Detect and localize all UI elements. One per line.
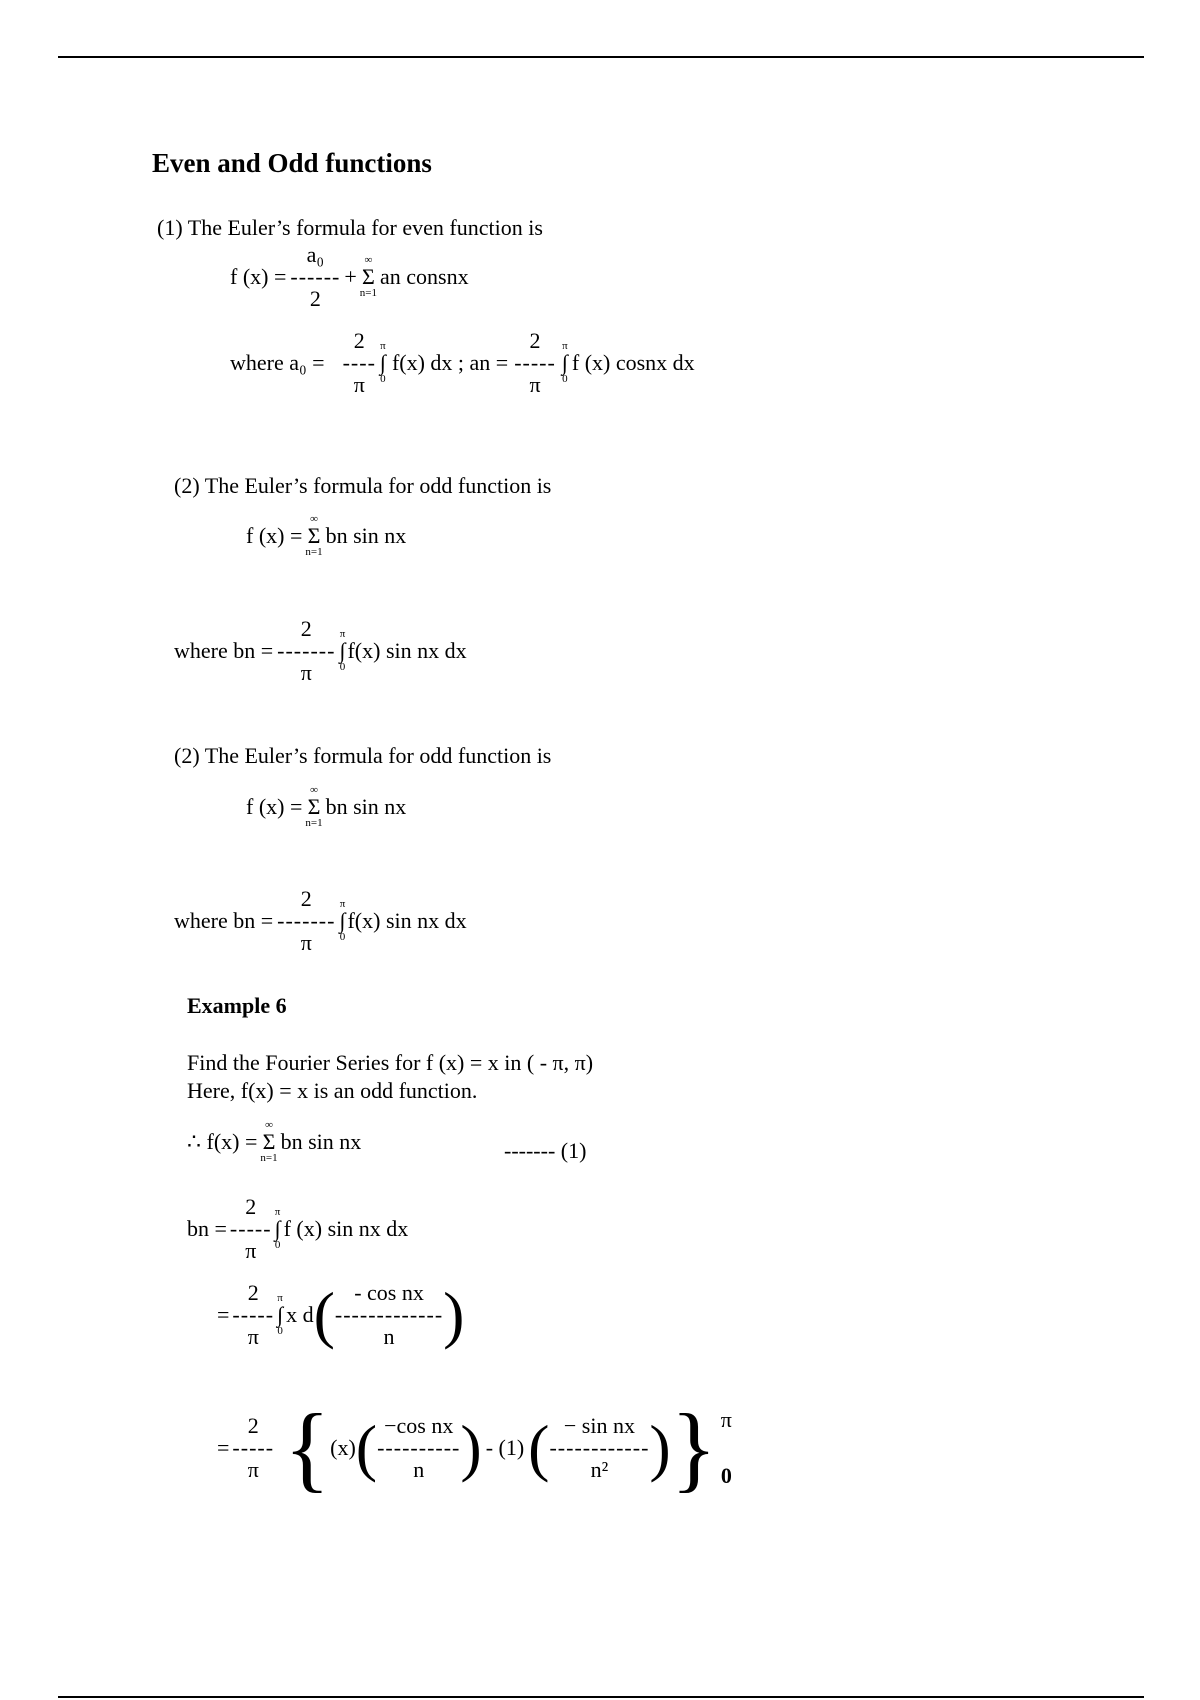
fx-label: f (x) = (246, 523, 303, 548)
int-upper: π (339, 628, 346, 640)
example-title: Example 6 (187, 993, 287, 1018)
fraction-bar: ------------ (549, 1435, 650, 1460)
lower-limit: 0 (720, 1463, 732, 1488)
integral-operator (275, 1207, 281, 1251)
sum-lower: n=1 (260, 1152, 278, 1164)
int-lower: 0 (339, 661, 346, 673)
sum-operator (305, 514, 322, 558)
numerator: 2 (300, 616, 312, 641)
bn-integral-body: f(x) sin nx dx (347, 638, 467, 663)
integral-operator (277, 1293, 283, 1337)
therefore-series (187, 1120, 361, 1164)
neg-cos-over-n (335, 1282, 443, 1348)
a0-over-2 (290, 244, 340, 310)
fraction-bar: ------- (277, 638, 336, 663)
bn-step1 (187, 1196, 408, 1262)
sum-upper: ∞ (310, 513, 318, 525)
sigma-symbol: Σ (262, 1129, 276, 1154)
numerator: 2 (247, 1413, 259, 1438)
top-rule (58, 56, 1144, 58)
sigma-symbol: Σ (307, 794, 321, 819)
numerator: 2 (247, 1280, 259, 1305)
plus-sign: + (344, 264, 357, 289)
right-brace: } (670, 1394, 717, 1501)
sum-operator (360, 255, 377, 299)
where-bn: where bn = (174, 638, 274, 663)
section3-intro: (2) The Euler’s formula for odd function is (174, 743, 552, 768)
two-over-pi-2 (514, 330, 556, 396)
integral1-body: f(x) dx ; an = (391, 350, 509, 375)
int-upper: π (339, 898, 346, 910)
left-paren: ( (313, 1279, 335, 1350)
an-term: an consnx (380, 264, 469, 289)
sum-operator (260, 1120, 277, 1164)
sum-upper: ∞ (265, 1119, 273, 1131)
fx-label: f (x) = (230, 264, 287, 289)
integral-sign: ∫ (274, 1216, 281, 1241)
numerator: − sin nx (563, 1413, 635, 1438)
numerator: 2 (529, 328, 541, 353)
sum-lower: n=1 (305, 817, 323, 829)
x-in-parens: (x) (330, 1435, 356, 1460)
denominator: n (413, 1457, 425, 1482)
integral-operator (339, 899, 345, 943)
numerator: - cos nx (354, 1280, 424, 1305)
left-paren: ( (355, 1412, 378, 1483)
integral-operator (380, 341, 386, 385)
two-over-pi (230, 1196, 272, 1262)
fraction-bar: ----- (232, 1302, 275, 1327)
neg-sin-over-n2 (549, 1415, 649, 1481)
denominator: π (353, 372, 365, 397)
integral2-body: f (x) cosnx dx (571, 350, 695, 375)
fraction-bar: ----- (232, 1435, 275, 1460)
int-lower: 0 (274, 1239, 281, 1251)
bn-sum-term: bn sin nx (280, 1129, 362, 1154)
two-over-pi (277, 888, 335, 954)
int-lower: 0 (339, 931, 346, 943)
denominator-2: 2 (309, 286, 321, 311)
sum-operator (305, 785, 322, 829)
odd-series-formula-1 (246, 514, 406, 558)
equation-ref: ------- (1) (504, 1138, 587, 1163)
two-over-pi-1 (343, 330, 376, 396)
denominator: n (383, 1324, 395, 1349)
integral-sign: ∫ (379, 350, 386, 375)
example-odd-note: Here, f(x) = x is an odd function. (187, 1078, 478, 1103)
sigma-symbol: Σ (307, 523, 321, 548)
bn-definition-1 (174, 618, 467, 684)
int-upper: π (562, 340, 568, 352)
section1-intro: (1) The Euler’s formula for even function is (157, 215, 543, 240)
fraction-bar: ---------- (377, 1435, 461, 1460)
integral-sign: ∫ (561, 350, 568, 375)
int-upper: π (380, 340, 386, 352)
bn-eq: bn = (187, 1216, 227, 1241)
numerator-a0: a₀ (306, 242, 325, 267)
two-over-pi (277, 618, 335, 684)
where-a0: where a₀ = (230, 350, 325, 375)
int-upper: π (277, 1292, 283, 1304)
denominator: π (300, 930, 312, 955)
denominator: π (529, 372, 541, 397)
fraction-bar: ---- (342, 350, 376, 375)
fx-label: f (x) = (246, 794, 303, 819)
numerator: −cos nx (384, 1413, 454, 1438)
equals-sign: = (217, 1302, 230, 1327)
where-bn: where bn = (174, 908, 274, 933)
equals-sign: = (217, 1435, 230, 1460)
even-series-formula (230, 244, 469, 310)
fraction-bar: ------------- (334, 1302, 444, 1327)
minus-one: - (1) (485, 1435, 525, 1460)
integral-operator (562, 341, 568, 385)
x-d: x d (286, 1302, 314, 1327)
bn-integral-body: f (x) sin nx dx (283, 1216, 409, 1241)
sum-lower: n=1 (359, 287, 377, 299)
upper-limit: π (720, 1407, 732, 1432)
denominator: π (247, 1324, 259, 1349)
neg-cos-over-n (377, 1415, 460, 1481)
denominator: π (300, 660, 312, 685)
integral-sign: ∫ (277, 1302, 284, 1327)
a0-an-definitions (230, 330, 695, 396)
example-problem: Find the Fourier Series for f (x) = x in ( - π, π) (187, 1050, 594, 1075)
bn-integral-body: f(x) sin nx dx (347, 908, 467, 933)
bn-step3 (217, 1394, 732, 1501)
right-paren: ) (649, 1412, 671, 1483)
evaluation-limits (721, 1409, 732, 1487)
bn-term: bn sin nx (325, 794, 407, 819)
denominator: π (245, 1238, 257, 1263)
fraction-bar: ----- (229, 1216, 272, 1241)
bottom-rule (58, 1696, 1144, 1698)
odd-series-formula-2 (246, 785, 406, 829)
therefore-fx: ∴ f(x) = (187, 1129, 258, 1154)
fraction-bar: ------ (290, 264, 341, 289)
section2-intro: (2) The Euler’s formula for odd function is (174, 473, 552, 498)
page-title: Even and Odd functions (152, 148, 432, 178)
sum-upper: ∞ (310, 784, 318, 796)
left-paren: ( (528, 1412, 550, 1483)
int-lower: 0 (277, 1325, 283, 1337)
sigma-symbol: Σ (361, 264, 375, 289)
numerator: 2 (300, 886, 312, 911)
fraction-bar: ------- (277, 908, 336, 933)
int-lower: 0 (562, 373, 568, 385)
bn-definition-2 (174, 888, 467, 954)
two-over-pi (232, 1415, 274, 1481)
integral-sign: ∫ (339, 908, 346, 933)
bn-term: bn sin nx (325, 523, 407, 548)
numerator: 2 (353, 328, 365, 353)
right-paren: ) (443, 1279, 465, 1350)
right-paren: ) (460, 1412, 482, 1483)
denominator: n² (590, 1457, 609, 1482)
fraction-bar: ----- (514, 350, 556, 375)
integral-operator (339, 629, 345, 673)
left-brace: { (284, 1394, 331, 1501)
numerator: 2 (245, 1194, 257, 1219)
int-upper: π (274, 1206, 281, 1218)
sum-upper: ∞ (364, 254, 373, 266)
denominator: π (247, 1457, 259, 1482)
sum-lower: n=1 (305, 546, 323, 558)
int-lower: 0 (380, 373, 386, 385)
two-over-pi (232, 1282, 274, 1348)
bn-step2 (217, 1279, 465, 1350)
integral-sign: ∫ (339, 638, 346, 663)
